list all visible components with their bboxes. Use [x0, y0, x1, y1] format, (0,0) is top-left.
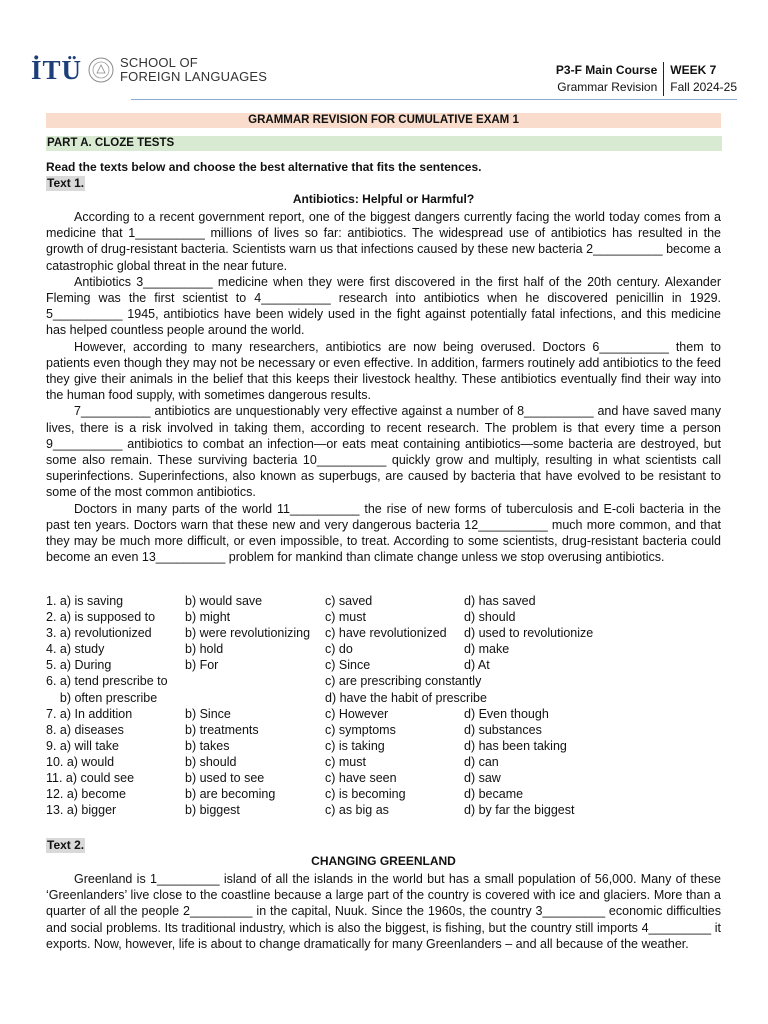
- course-info: [556, 62, 737, 96]
- option-row: 12. a) become b) are becoming c) is becoming d) became: [46, 787, 524, 802]
- itu-logo: [31, 50, 267, 90]
- text1-label: Text 1.: [47, 176, 85, 190]
- text1-paragraph: Doctors in many parts of the world 11__________ the rise of new forms of tuberculosis and E-coli bacteria in the past ten years. Doctors warn that these new and very dangerous bacteria 12__________ much more common, and that they may be much more difficult, or even impossible, to treat. According to some scientists, drug-resistant bacteria could become an even 13__________ problem for mankind than climate change unless we stop overusing antibiotics.: [46, 501, 721, 565]
- course-name: P3-F Main Course: [555, 63, 658, 77]
- option-row: 13. a) bigger b) biggest c) as big as d) by far the biggest: [46, 803, 575, 818]
- text1-paragraph: Antibiotics 3__________ medicine when they were first discovered in the first half of the 20th century. Alexander Fleming was the first scientist to 4__________ research into antibiotics when he discovered penicillin in 1929. 5__________ 1945, antibiotics have been widely used in the fight against potentially fatal infections, and this medicine has helped countless people around the world.: [46, 274, 721, 338]
- option-row: b) often prescribe d) have the habit of prescribe: [46, 690, 487, 705]
- school-name: SCHOOL OF FOREIGN LANGUAGES: [120, 55, 268, 84]
- term-label: Fall 2024-25: [670, 80, 737, 94]
- option-row: 1. a) is saving b) would save c) saved d) has saved: [46, 594, 536, 608]
- text1-body: [46, 209, 721, 565]
- option-row: 7. a) In addition b) Since c) However d) Even though: [46, 706, 549, 721]
- option-row: 5. a) During b) For c) Since d) At: [46, 658, 490, 673]
- text2-body: [46, 871, 721, 952]
- part-a-heading: PART A. CLOZE TESTS: [46, 136, 722, 151]
- option-row: 9. a) will take b) takes c) is taking d) has been taking: [46, 738, 567, 753]
- option-row: 11. a) could see b) used to see c) have seen d) saw: [46, 771, 501, 786]
- text2-title: CHANGING GREENLAND: [311, 854, 456, 868]
- header-divider: [131, 99, 737, 100]
- text2-paragraph: Greenland is 1_________ island of all the islands in the world but has a small population of 56,000. Many of these ‘Greenlanders’ live close to the coastline because a large part of the country is covered with ice and glaciers. More than a quarter of all the people 2_________ in the capital, Nuuk. Since the 1960s, the country 3_________ economic difficulties and social problems. Its traditional industry, which is also the biggest, is fishing, but the country still imports 4_________ it exports. Now, however, life is about to change dramatically for many Greenlanders – and all because of the weather.: [46, 872, 721, 951]
- text2-label: Text 2.: [47, 838, 85, 852]
- text1-answer-options: [46, 593, 721, 818]
- option-row: 3. a) revolutionized b) were revolutionizing c) have revolutionized d) used to revolutionize: [46, 626, 594, 641]
- instructions: Read the texts below and choose the best alternative that fits the sentences.: [46, 160, 482, 174]
- text1-paragraph: 7__________ antibiotics are unquestionably very effective against a number of 8__________ and have saved many lives, there is a risk involved in taking them, according to recent research. The problem is that every time a person 9__________ antibiotics to combat an infection—or eats meat containing antibiotics—some bacteria are destroyed, but some also remain. These surviving bacteria 10__________ quickly grow and multiply, resulting in what scientists call superinfections. Superinfections, also known as superbugs, are caused by bacteria that have evolved to be resistant to some of the most common antibiotics.: [46, 404, 721, 500]
- text1-paragraph: According to a recent government report, one of the biggest dangers currently facing the world today comes from a medicine that 1__________ millions of lives so far: antibiotics. The widespread use of antibiotics has resulted in the growth of drug-resistant bacteria. Scientists warn us that infections caused by these new bacteria 2__________ become a catastrophic global threat in the near future.: [46, 210, 721, 273]
- logo-wordmark: İTÜ: [31, 54, 83, 85]
- option-row: 10. a) would b) should c) must d) can: [46, 754, 499, 769]
- option-row: 4. a) study b) hold c) do d) make: [46, 642, 510, 657]
- option-row: 6. a) tend prescribe to c) are prescribing constantly: [46, 674, 482, 689]
- text1-title: Antibiotics: Helpful or Harmful?: [292, 192, 475, 206]
- text1-paragraph: However, according to many researchers, antibiotics are now being overused. Doctors 6__________ them to patients even though they may not be necessary or even effective. In addition, farmers routinely add antibiotics to the feed they give their animals in the belief that this keeps their livestock healthy. These antibiotics eventually find their way into the human food supply, with sometimes dangerous results.: [46, 339, 721, 403]
- week-label: WEEK 7: [670, 63, 717, 77]
- option-row: 8. a) diseases b) treatments c) symptoms d) substances: [46, 722, 542, 737]
- document-header: [31, 50, 737, 100]
- document-title: GRAMMAR REVISION FOR CUMULATIVE EXAM 1: [46, 113, 721, 128]
- university-seal-icon: [88, 57, 114, 83]
- option-row: 2. a) is supposed to b) might c) must d) should: [46, 610, 516, 625]
- course-subject: Grammar Revision: [557, 80, 658, 94]
